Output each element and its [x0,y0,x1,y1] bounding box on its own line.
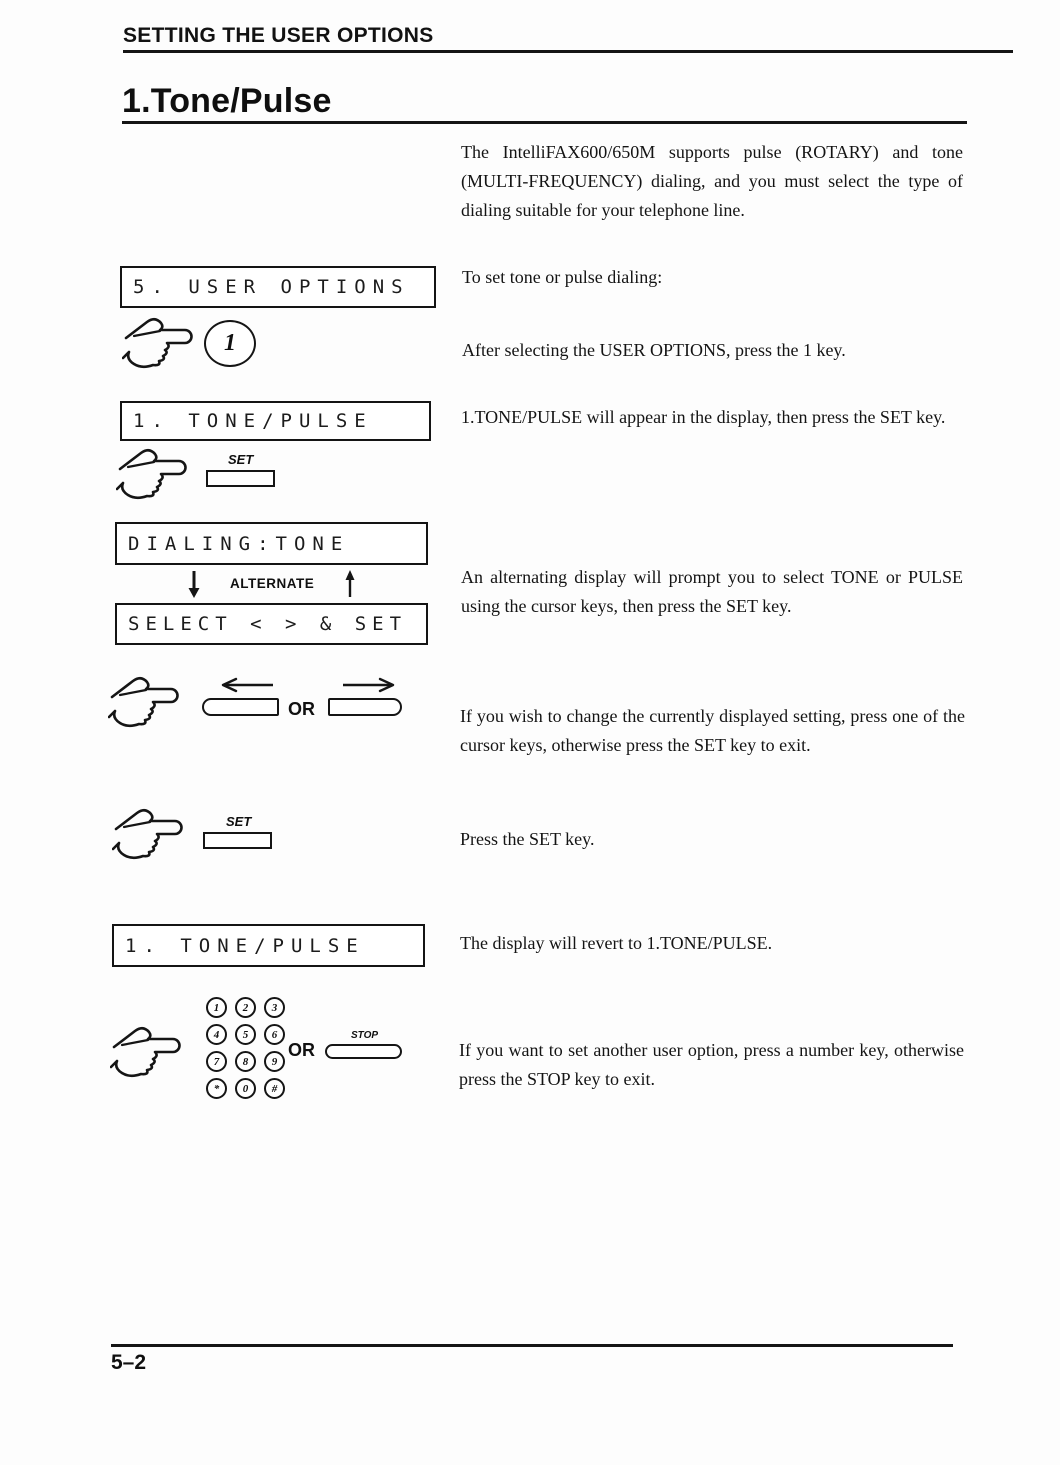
title-rule [122,121,967,124]
lcd-display-user-options [120,266,436,308]
page-number: 5–2 [111,1351,147,1374]
keypad-key: 1 [206,997,227,1018]
cursor-right-key [328,698,402,716]
pointing-hand-icon [112,806,194,864]
or-label: OR [288,1040,315,1060]
stop-key [325,1044,402,1059]
header-rule [123,50,1013,53]
lcd-text: 5. USER OPTIONS [133,276,410,298]
number-1-key [204,320,256,367]
alternating-text: An alternating display will prompt you to select TONE or PULSE using the cursor keys, then press the SET key. [461,567,963,616]
arrow-down-icon [186,569,202,599]
pointing-hand-icon [110,1024,192,1082]
set-key [203,832,272,849]
press-set-text: Press the SET key. [460,829,595,849]
keypad-key: 8 [235,1051,256,1072]
numeric-keypad [206,997,285,1099]
pointing-hand-icon [108,674,190,732]
lcd-text: SELECT < > & SET [128,613,408,635]
lcd-text: 1. TONE/PULSE [133,410,373,432]
lcd-display-select-set [115,603,428,645]
keypad-key: # [264,1078,285,1099]
key-1-label: 1 [224,330,236,356]
keypad-key: 6 [264,1024,285,1045]
pointing-hand-icon [122,315,204,373]
arrow-left-icon [218,677,276,693]
keypad-key: 4 [206,1024,227,1045]
pointing-hand-icon [116,446,198,504]
revert-text: The display will revert to 1.TONE/PULSE. [460,933,773,953]
set-key [206,470,275,487]
lcd-text: 1. TONE/PULSE [125,934,365,957]
lcd-display-tone-pulse-revert [112,924,425,967]
keypad-key: 0 [235,1078,256,1099]
lcd-display-tone-pulse [120,401,431,441]
will-appear-text: 1.TONE/PULSE will appear in the display, then press the SET key. [461,407,946,427]
arrow-right-icon [340,677,398,693]
page-header: SETTING THE USER OPTIONS [123,24,434,47]
set-key-label: SET [226,814,252,829]
lcd-display-dialing-tone [115,522,428,565]
footer-rule [111,1344,953,1347]
to-set-text: To set tone or pulse dialing: [462,267,663,287]
stop-key-label: STOP [351,1030,379,1041]
keypad-key: 5 [235,1024,256,1045]
set-key-label: SET [228,452,254,467]
arrow-up-icon [342,569,358,599]
keypad-key: 2 [235,997,256,1018]
intro-paragraph: The IntelliFAX600/650M supports pulse (ROTARY) and tone (MULTI-FREQUENCY) dialing, and you must select the type of dialing suitable for your telephone line. [461,142,963,220]
cursor-left-key [202,698,279,716]
wish-change-text: If you wish to change the currently displayed setting, press one of the cursor keys, otherwise press the SET key to exit. [460,706,965,755]
alternate-label: ALTERNATE [230,576,315,591]
keypad-key: 3 [264,997,285,1018]
section-title: 1.Tone/Pulse [122,82,332,120]
keypad-key: * [206,1078,227,1099]
after-selecting-text: After selecting the USER OPTIONS, press the 1 key. [462,340,846,360]
lcd-text: DIALING:TONE [128,532,350,555]
keypad-key: 7 [206,1051,227,1072]
or-label: OR [288,699,315,719]
another-option-text: If you want to set another user option, press a number key, otherwise press the STOP key to exit. [459,1040,964,1089]
keypad-key: 9 [264,1051,285,1072]
